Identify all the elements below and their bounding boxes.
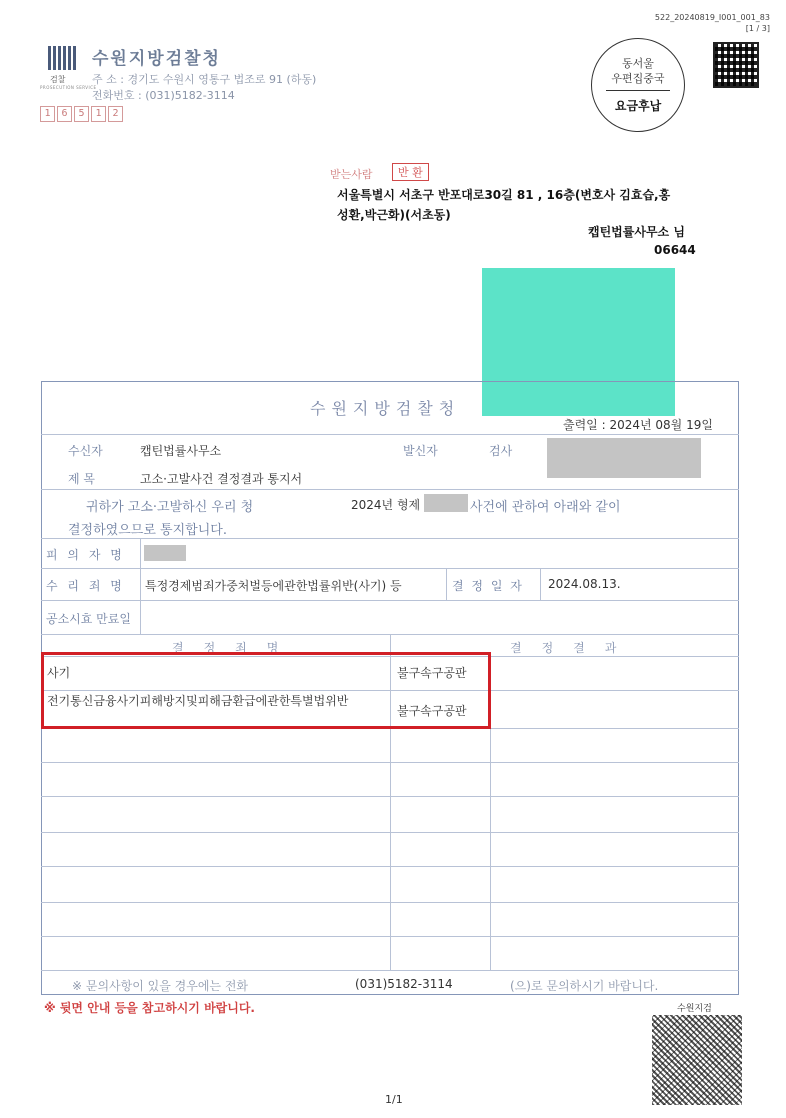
table-row-result: 불구속구공판 (397, 666, 467, 680)
column-header-crime: 결정죄명 (172, 641, 299, 655)
body-text-part1: 귀하가 고소·고발하신 우리 청 (86, 500, 254, 515)
postal-digit: 6 (57, 106, 72, 122)
postmark-line2: 우편집중국 (611, 72, 665, 85)
form-title: 수원지방검찰청 (310, 399, 461, 418)
recipient-zip: 06644 (654, 243, 696, 257)
footer-note-part1: ※ 문의사항이 있을 경우에는 전화 (72, 979, 249, 993)
document-id: 522_20240819_I001_001_83 [1 / 3] (654, 13, 770, 33)
sender-office-name: 수원지방검찰청 (92, 49, 221, 69)
sender-tel: 전화번호 : (031)5182-3114 (92, 89, 235, 102)
redacted-suspect-name (144, 545, 186, 561)
postal-digit: 1 (40, 106, 55, 122)
qr-code-icon (652, 1015, 742, 1105)
recipient-field-label: 수신자 (68, 444, 103, 458)
body-text-part2: 사건에 관하여 아래와 같이 (470, 500, 621, 515)
logo-subtext: PROSECUTION SERVICE (40, 85, 97, 90)
recipient-label: 받는사람 (330, 168, 373, 181)
redacted-case-number (424, 494, 468, 512)
table-row-crime: 사기 (47, 666, 71, 680)
postal-digit: 1 (91, 106, 106, 122)
subject-label: 제 목 (68, 472, 95, 486)
suspect-label: 피 의 자 명 (46, 548, 125, 562)
return-stamp: 반 환 (392, 163, 429, 181)
footer-phone: (031)5182-3114 (355, 977, 453, 991)
qr-label: 수원지검 (677, 1004, 712, 1014)
back-page-note: ※ 뒷면 안내 등을 참고하시기 바랍니다. (44, 1001, 255, 1015)
charge-value: 특정경제범죄가중처벌등에관한법률위반(사기) 등 (145, 579, 402, 593)
sender-postal-code (40, 106, 123, 122)
postmark-line3: 요금후납 (614, 99, 662, 113)
recipient-name: 캡틴법률사무소 님 (588, 225, 685, 239)
print-date: 출력일 : 2024년 08월 19일 (563, 418, 713, 432)
statute-limitation-label: 공소시효 만료일 (46, 612, 131, 626)
postmark-line1: 동서울 (622, 57, 654, 70)
prosecution-logo-icon (48, 46, 76, 70)
charge-label: 수 리 죄 명 (46, 579, 125, 593)
body-text-line2: 결정하였으므로 통지합니다. (68, 523, 227, 538)
postal-digit: 2 (108, 106, 123, 122)
decision-date-value: 2024.08.13. (548, 577, 621, 591)
footer-note-part2: (으)로 문의하시기 바랍니다. (510, 979, 659, 993)
table-row-crime: 전기통신금융사기피해방지및피해금환급에관한특별법위반 (47, 694, 349, 708)
sender-field-label: 발신자 (403, 444, 438, 458)
subject-value: 고소·고발사건 결정결과 통지서 (140, 472, 303, 486)
decision-date-label: 결 정 일 자 (452, 579, 524, 593)
qr-code-icon (713, 42, 759, 88)
logo-text: 검찰 (50, 75, 66, 84)
sender-address: 주 소 : 경기도 수원시 영통구 법조로 91 (하동) (92, 73, 317, 86)
body-case-year: 2024년 형제 (351, 498, 421, 512)
highlight-box (41, 652, 491, 729)
postmark-stamp (591, 38, 685, 132)
redacted-prosecutor (547, 438, 701, 478)
column-header-result: 결정결과 (510, 641, 637, 655)
recipient-address-line1: 서울특별시 서초구 반포대로30길 81 , 16층(변호사 김효습,홍 (337, 188, 671, 202)
recipient-field-value: 캡틴법률사무소 (140, 444, 222, 458)
sender-field-value: 검사 (489, 444, 513, 458)
table-row-result: 불구속구공판 (397, 704, 467, 718)
postal-digit: 5 (74, 106, 89, 122)
page-number: 1/1 (385, 1093, 403, 1106)
recipient-address-line2: 성환,박근화)(서초동) (337, 208, 451, 222)
